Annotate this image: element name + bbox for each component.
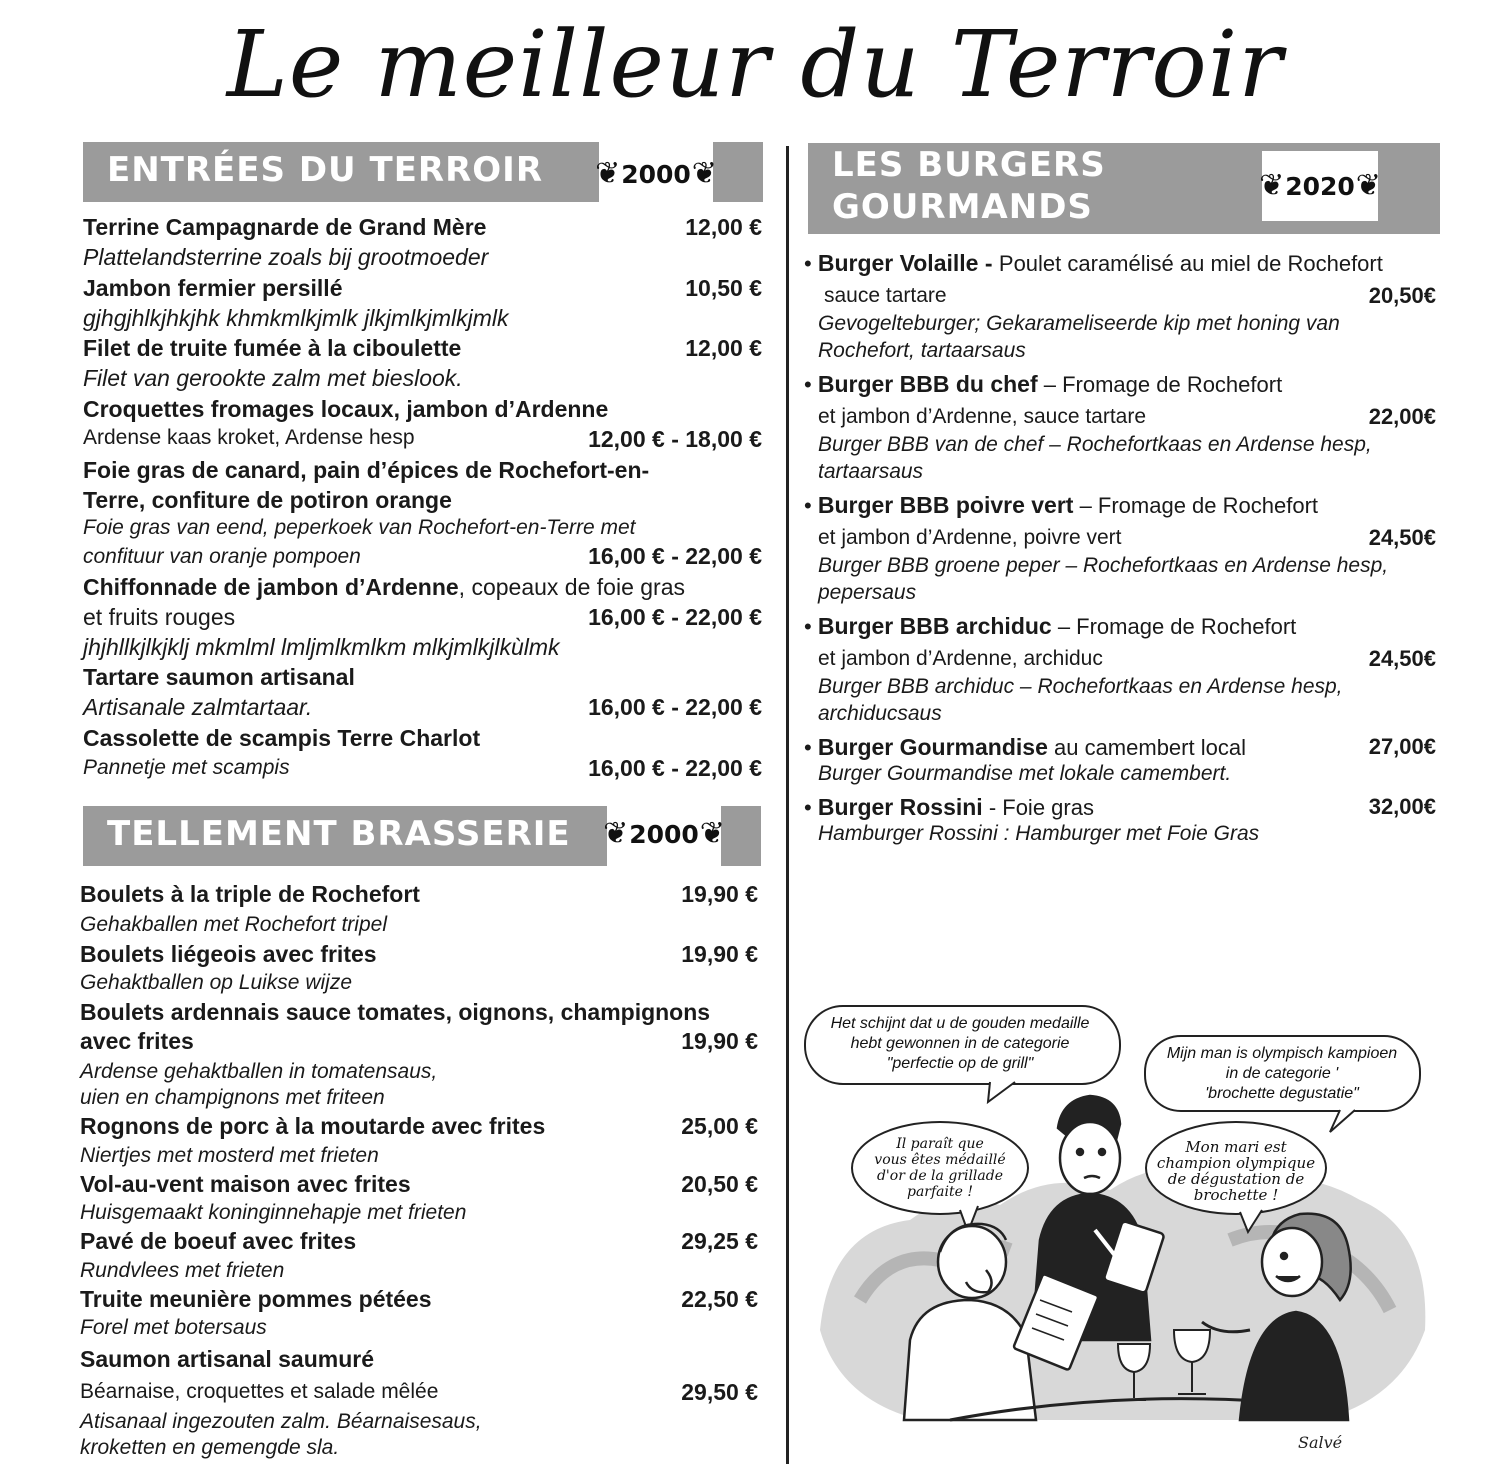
- dish-name: Croquettes fromages locaux, jambon d’Ardenne: [83, 396, 609, 422]
- dish-name: Boulets à la triple de Rochefort: [80, 881, 420, 907]
- entrees-header: ENTRÉES DU TERROIR: [107, 150, 544, 190]
- dish-description: Pannetje met scampis: [83, 756, 290, 779]
- dish-name: Boulets liégeois avec frites: [80, 941, 377, 967]
- burger-composition-line2: sauce tartare: [824, 284, 947, 307]
- dish-name: Jambon fermier persillé: [83, 275, 343, 301]
- dish-name: Pavé de boeuf avec frites: [80, 1228, 357, 1254]
- burger-price: 22,00€: [1368, 404, 1436, 429]
- dish-price: 16,00 € - 22,00 €: [588, 543, 762, 569]
- dish-price: 19,90 €: [681, 881, 758, 907]
- dish-description: confituur van oranje pompoen: [83, 545, 361, 568]
- bubble-line: de dégustation de: [1167, 1170, 1305, 1188]
- dish-description: Huisgemaakt koninginnehapje met frieten: [80, 1201, 467, 1224]
- bubble-line: champion olympique: [1156, 1154, 1316, 1172]
- burger-composition-line2: et jambon d’Ardenne, archiduc: [818, 647, 1103, 670]
- dish-name: Vol-au-vent maison avec frites: [80, 1171, 411, 1197]
- burger-price: 24,50€: [1368, 646, 1436, 671]
- burger-composition-line2: et jambon d’Ardenne, poivre vert: [818, 526, 1122, 549]
- dish-name: Terrine Campagnarde de Grand Mère: [83, 214, 487, 240]
- dish-description: gjhgjhlkjhkjhk khmkmlkjmlk jlkjmlkjmlkjmlk: [83, 305, 509, 331]
- dish-price: 12,00 €: [685, 335, 762, 361]
- dish-description: jhjhllkjlkjklj mkmlml lmljmlkmlkm mlkjmlkjlkùlmk: [83, 634, 560, 660]
- dish-price: 12,00 €: [685, 214, 762, 240]
- burger-title: [804, 794, 1094, 821]
- bubble-line: in de categorie ': [1225, 1065, 1339, 1082]
- dish-description: Foie gras van eend, peperkoek van Rochefort-en-Terre met: [83, 516, 636, 539]
- speech-bubble-nl-1: [805, 1006, 1120, 1102]
- burger-description: Burger BBB archiduc – Rochefortkaas en Ardense hesp,: [818, 675, 1343, 698]
- dish-price: 16,00 € - 22,00 €: [588, 755, 762, 781]
- laurel-right-icon: ❦: [691, 156, 717, 191]
- burger-price: 27,00€: [1368, 734, 1436, 759]
- bubble-line: parfaite !: [907, 1184, 973, 1200]
- badge-year: 2000: [629, 819, 699, 849]
- burger-description: tartaarsaus: [818, 460, 924, 483]
- burger-name: Burger BBB du chef: [817, 371, 1038, 397]
- dish-name: Tartare saumon artisanal: [83, 664, 355, 690]
- dish-description: Atisanaal ingezouten zalm. Béarnaisesaus,: [80, 1410, 482, 1433]
- dish-price: 20,50 €: [681, 1171, 758, 1197]
- dish-name: Filet de truite fumée à la ciboulette: [83, 335, 462, 361]
- burger-description: Hamburger Rossini : Hamburger met Foie Gras: [818, 822, 1260, 845]
- dish-name: [83, 574, 685, 601]
- laurel-left-icon: ❦: [1259, 168, 1285, 203]
- award-badge: [1259, 151, 1381, 221]
- bubble-line: hebt gewonnen in de categorie: [850, 1035, 1070, 1052]
- burger-description: pepersaus: [818, 581, 917, 604]
- dish-price: 19,90 €: [681, 1028, 758, 1054]
- burgers-header-band: [808, 143, 1440, 234]
- burger-composition-line2: et jambon d’Ardenne, sauce tartare: [818, 405, 1147, 428]
- bubble-line: brochette !: [1193, 1186, 1279, 1204]
- dish-description: Ardense kaas kroket, Ardense hesp: [83, 426, 415, 449]
- menu-title: Le meilleur du Terroir: [226, 11, 1284, 118]
- burger-name: Burger Rossini: [817, 794, 983, 820]
- burger-name: Burger Gourmandise: [817, 734, 1048, 760]
- badge-year: 2020: [1285, 171, 1355, 201]
- laurel-right-icon: ❦: [699, 816, 725, 851]
- burger-title: [804, 734, 1246, 761]
- burger-composition: au camembert local: [1047, 735, 1246, 760]
- dish-description: Artisanale zalmtartaar.: [83, 694, 313, 720]
- burger-composition: – Fromage de Rochefort: [1051, 614, 1297, 639]
- laurel-right-icon: ❦: [1355, 168, 1381, 203]
- dish-name: et fruits rouges: [83, 604, 236, 630]
- dish-description: Ardense gehaktballen in tomatensaus,: [80, 1060, 438, 1083]
- dish-description: Plattelandsterrine zoals bij grootmoeder: [83, 244, 489, 270]
- dish-name: Terre, confiture de potiron orange: [83, 487, 452, 513]
- dish-description: Forel met botersaus: [80, 1316, 267, 1339]
- dish-description: Niertjes met mosterd met frieten: [80, 1144, 379, 1167]
- burger-description: Burger Gourmandise met lokale camembert.: [818, 762, 1232, 785]
- bubble-line: Il paraît que: [896, 1136, 984, 1152]
- laurel-left-icon: ❦: [595, 156, 621, 191]
- bullet: •: [804, 735, 818, 760]
- dish-description: Rundvlees met frieten: [80, 1259, 285, 1282]
- burger-description: Burger BBB van de chef – Rochefortkaas en Ardense hesp,: [818, 433, 1372, 456]
- burger-price: 20,50€: [1368, 283, 1436, 308]
- burger-name: Burger BBB poivre vert: [817, 492, 1074, 518]
- burger-price: 24,50€: [1368, 525, 1436, 550]
- burger-composition: Poulet caramélisé au miel de Rochefort: [998, 251, 1383, 276]
- burger-description: Rochefort, tartaarsaus: [818, 339, 1026, 362]
- dish-description: uien en champignons met friteen: [80, 1086, 385, 1109]
- dish-name-rest: , copeaux de foie gras: [458, 574, 685, 600]
- dish-name: Boulets ardennais sauce tomates, oignons, champignons: [80, 999, 711, 1025]
- burgers-header-line1: LES BURGERS: [832, 145, 1106, 185]
- burger-name: Burger BBB archiduc: [817, 613, 1052, 639]
- dish-description: Filet van gerookte zalm met bieslook.: [83, 365, 463, 391]
- brasserie-header: TELLEMENT BRASSERIE: [107, 814, 571, 854]
- burger-price: 32,00€: [1368, 794, 1436, 819]
- badge-year: 2000: [621, 159, 691, 189]
- bullet: •: [804, 251, 818, 276]
- bubble-line: "perfectie op de grill": [886, 1055, 1034, 1072]
- burger-title: [804, 492, 1318, 519]
- burger-composition: - Foie gras: [982, 795, 1094, 820]
- dish-price: 16,00 € - 22,00 €: [588, 694, 762, 720]
- dish-name: Truite meunière pommes pétées: [80, 1286, 432, 1312]
- bullet: •: [804, 372, 818, 397]
- laurel-left-icon: ❦: [603, 816, 629, 851]
- dish-name: Rognons de porc à la moutarde avec frites: [80, 1113, 546, 1139]
- dish-price: 29,50 €: [681, 1379, 758, 1405]
- burger-composition: – Fromage de Rochefort: [1037, 372, 1283, 397]
- dish-description: Gehaktballen op Luikse wijze: [80, 971, 352, 994]
- bubble-line: Mijn man is olympisch kampioen: [1166, 1045, 1398, 1062]
- award-badge: [603, 802, 725, 866]
- burger-title: [804, 613, 1296, 640]
- column-divider: [786, 146, 789, 1464]
- burger-name: Burger Volaille -: [817, 250, 999, 276]
- brasserie-header-band: [83, 806, 761, 866]
- dish-subtitle: Béarnaise, croquettes et salade mêlée: [80, 1380, 439, 1403]
- burger-description: Burger BBB groene peper – Rochefortkaas en Ardense hesp,: [818, 554, 1389, 577]
- burger-description: archiducsaus: [818, 702, 942, 725]
- dish-name: Cassolette de scampis Terre Charlot: [83, 725, 481, 751]
- dish-price: 22,50 €: [681, 1286, 758, 1312]
- burger-composition: – Fromage de Rochefort: [1073, 493, 1319, 518]
- burger-title: [804, 371, 1282, 398]
- cartoon-illustration: [800, 1000, 1440, 1460]
- dish-description: kroketten en gemengde sla.: [80, 1436, 340, 1459]
- dish-price: 16,00 € - 22,00 €: [588, 604, 762, 630]
- bubble-line: Mon mari est: [1185, 1138, 1287, 1156]
- dish-name-bold: Chiffonnade de jambon d’Ardenne: [83, 574, 459, 600]
- bullet: •: [804, 795, 818, 820]
- artist-signature: Salvé: [1298, 1433, 1343, 1452]
- bubble-line: vous êtes médaillé: [874, 1152, 1006, 1168]
- dish-price: 12,00 € - 18,00 €: [588, 426, 762, 452]
- burgers-header-line2: GOURMANDS: [832, 187, 1093, 227]
- dish-price: 10,50 €: [685, 275, 762, 301]
- dish-price: 19,90 €: [681, 941, 758, 967]
- bullet: •: [804, 493, 818, 518]
- bubble-line: 'brochette degustatie": [1205, 1085, 1359, 1102]
- dish-name: Saumon artisanal saumuré: [80, 1346, 374, 1372]
- burger-title: [804, 250, 1383, 277]
- bubble-line: Het schijnt dat u de gouden medaille: [830, 1015, 1090, 1032]
- dish-description: Gehakballen met Rochefort tripel: [80, 913, 387, 936]
- dish-name: Foie gras de canard, pain d’épices de Rochefort-en-: [83, 457, 650, 483]
- speech-bubble-nl-2: [1145, 1036, 1420, 1132]
- dish-price: 29,25 €: [681, 1228, 758, 1254]
- bubble-line: d'or de la grillade: [876, 1168, 1004, 1184]
- dish-name: avec frites: [80, 1028, 194, 1054]
- entrees-header-band: [83, 142, 763, 202]
- award-badge: [595, 142, 717, 206]
- dish-price: 25,00 €: [681, 1113, 758, 1139]
- bullet: •: [804, 614, 818, 639]
- burger-description: Gevogelteburger; Gekarameliseerde kip met honing van: [818, 312, 1340, 335]
